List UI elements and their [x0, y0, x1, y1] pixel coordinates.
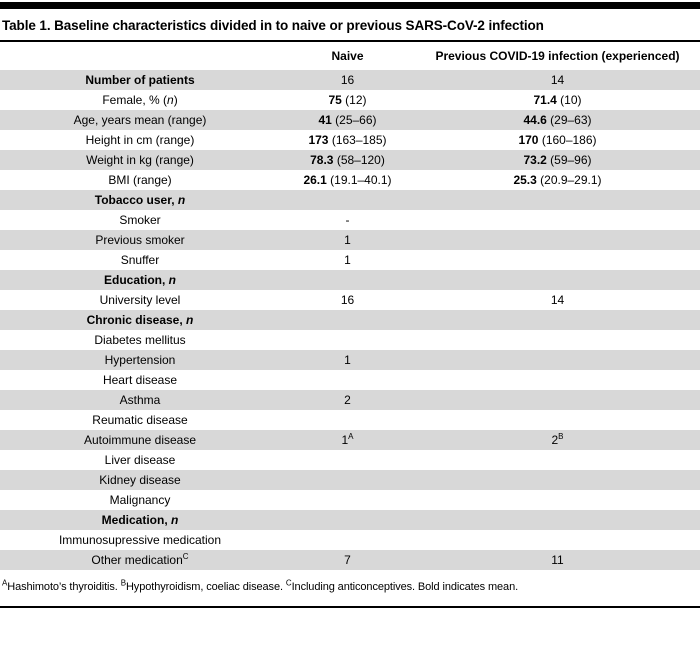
cell-experienced: [415, 270, 700, 290]
row-label: Medication, n: [101, 513, 179, 527]
table-row: [0, 110, 700, 130]
table-row: [0, 390, 700, 410]
table-row: [0, 90, 700, 110]
cell-naive: [280, 310, 415, 330]
cell-experienced: [415, 490, 700, 510]
table-row: [0, 350, 700, 370]
cell-naive: -: [345, 213, 350, 227]
row-label: Female, % (n): [102, 93, 178, 107]
cell-naive: 16: [340, 293, 355, 307]
row-label: Height in cm (range): [85, 133, 195, 147]
table-row: [0, 410, 700, 430]
cell-naive: 41 (25–66): [318, 113, 377, 127]
cell-experienced: [415, 310, 700, 330]
cell-experienced: [415, 190, 700, 210]
cell-experienced: [415, 370, 700, 390]
table-row: [0, 170, 700, 190]
row-label: Autoimmune disease: [83, 433, 197, 447]
cell-experienced: [415, 350, 700, 370]
table-row: [0, 210, 700, 230]
cell-naive: 16: [340, 73, 355, 87]
column-header-experienced: Previous COVID-19 infection (experienced): [415, 42, 700, 70]
column-header-empty: [0, 42, 280, 70]
cell-naive: [280, 470, 415, 490]
cell-experienced: 44.6 (29–63): [523, 113, 592, 127]
cell-naive: [280, 410, 415, 430]
table-row: [0, 330, 700, 350]
cell-naive: [280, 370, 415, 390]
cell-experienced: 71.4 (10): [533, 93, 582, 107]
row-label: Kidney disease: [99, 473, 181, 487]
table-row: [0, 310, 700, 330]
cell-naive: [280, 490, 415, 510]
header-row: [0, 42, 700, 70]
cell-naive: 173 (163–185): [308, 133, 387, 147]
table-footnote: $^A$Hashimoto’s thyroiditis. $^B$Hypothyroidism, coeliac disease. $^C$Including anticonceptives. Bold indicates mean.: [0, 570, 700, 608]
table-row: [0, 130, 700, 150]
table-row: [0, 230, 700, 250]
cell-experienced: [415, 330, 700, 350]
row-label: Asthma: [119, 393, 161, 407]
row-label: Weight in kg (range): [86, 153, 194, 167]
row-label: Liver disease: [104, 453, 176, 467]
row-label: Chronic disease, n: [86, 313, 194, 327]
cell-naive: [280, 510, 415, 530]
table-figure: [0, 2, 700, 608]
table-row: [0, 290, 700, 310]
cell-naive: [280, 190, 415, 210]
cell-experienced: [415, 210, 700, 230]
cell-naive: 75 (12): [328, 93, 367, 107]
cell-naive: 26.1 (19.1–40.1): [303, 173, 392, 187]
row-label: BMI (range): [108, 173, 172, 187]
cell-naive: [280, 330, 415, 350]
table-title: Table 1. Baseline characteristics divided in to naive or previous SARS-CoV-2 infection: [0, 9, 700, 42]
cell-experienced: 25.3 (20.9–29.1): [513, 173, 602, 187]
row-label: Education, n: [103, 273, 176, 287]
table-row: [0, 530, 700, 550]
row-label: Smoker: [119, 213, 161, 227]
cell-naive: 1: [344, 233, 351, 247]
cell-experienced: [415, 530, 700, 550]
cell-naive: $1^A$: [341, 432, 354, 447]
cell-experienced: 170 (160–186): [518, 133, 597, 147]
table-row: [0, 550, 700, 570]
table-row: [0, 370, 700, 390]
cell-experienced: [415, 250, 700, 270]
cell-experienced: $2^B$: [551, 432, 564, 447]
row-label: Snuffer: [120, 253, 160, 267]
cell-experienced: [415, 510, 700, 530]
cell-naive: 1: [344, 353, 351, 367]
row-label: Reumatic disease: [92, 413, 188, 427]
cell-experienced: [415, 390, 700, 410]
cell-naive: 2: [344, 393, 351, 407]
cell-naive: 78.3 (58–120): [310, 153, 385, 167]
row-label: Other medication$^C$: [91, 552, 189, 567]
table-row: [0, 150, 700, 170]
row-label: Age, years mean (range): [73, 113, 207, 127]
row-label: Tobacco user, n: [94, 193, 186, 207]
row-label: Hypertension: [104, 353, 176, 367]
cell-naive: [280, 450, 415, 470]
row-label: Previous smoker: [95, 233, 185, 247]
table-row: [0, 470, 700, 490]
row-label: Immunosupressive medication: [58, 533, 222, 547]
cell-experienced: 14: [550, 73, 565, 87]
table-body: [0, 70, 700, 570]
cell-naive: 1: [344, 253, 351, 267]
top-rule-thick: [0, 2, 700, 9]
table-row: [0, 450, 700, 470]
cell-experienced: [415, 230, 700, 250]
cell-experienced: 14: [550, 293, 565, 307]
table-row: [0, 490, 700, 510]
cell-naive: [280, 270, 415, 290]
row-label: Heart disease: [102, 373, 178, 387]
cell-naive: [280, 530, 415, 550]
table-row: [0, 430, 700, 450]
cell-experienced: [415, 410, 700, 430]
row-label: University level: [99, 293, 181, 307]
cell-experienced: [415, 470, 700, 490]
row-label: Malignancy: [109, 493, 171, 507]
table-row: [0, 70, 700, 90]
table-row: [0, 250, 700, 270]
row-label: Diabetes mellitus: [94, 333, 186, 347]
column-header-naive: Naive: [280, 42, 415, 70]
cell-experienced: 73.2 (59–96): [523, 153, 592, 167]
baseline-characteristics-table: [0, 42, 700, 570]
row-label: Number of patients: [85, 73, 195, 87]
table-row: [0, 270, 700, 290]
table-row: [0, 190, 700, 210]
cell-experienced: 11: [551, 553, 564, 567]
table-row: [0, 510, 700, 530]
cell-experienced: [415, 450, 700, 470]
cell-naive: 7: [344, 553, 351, 567]
